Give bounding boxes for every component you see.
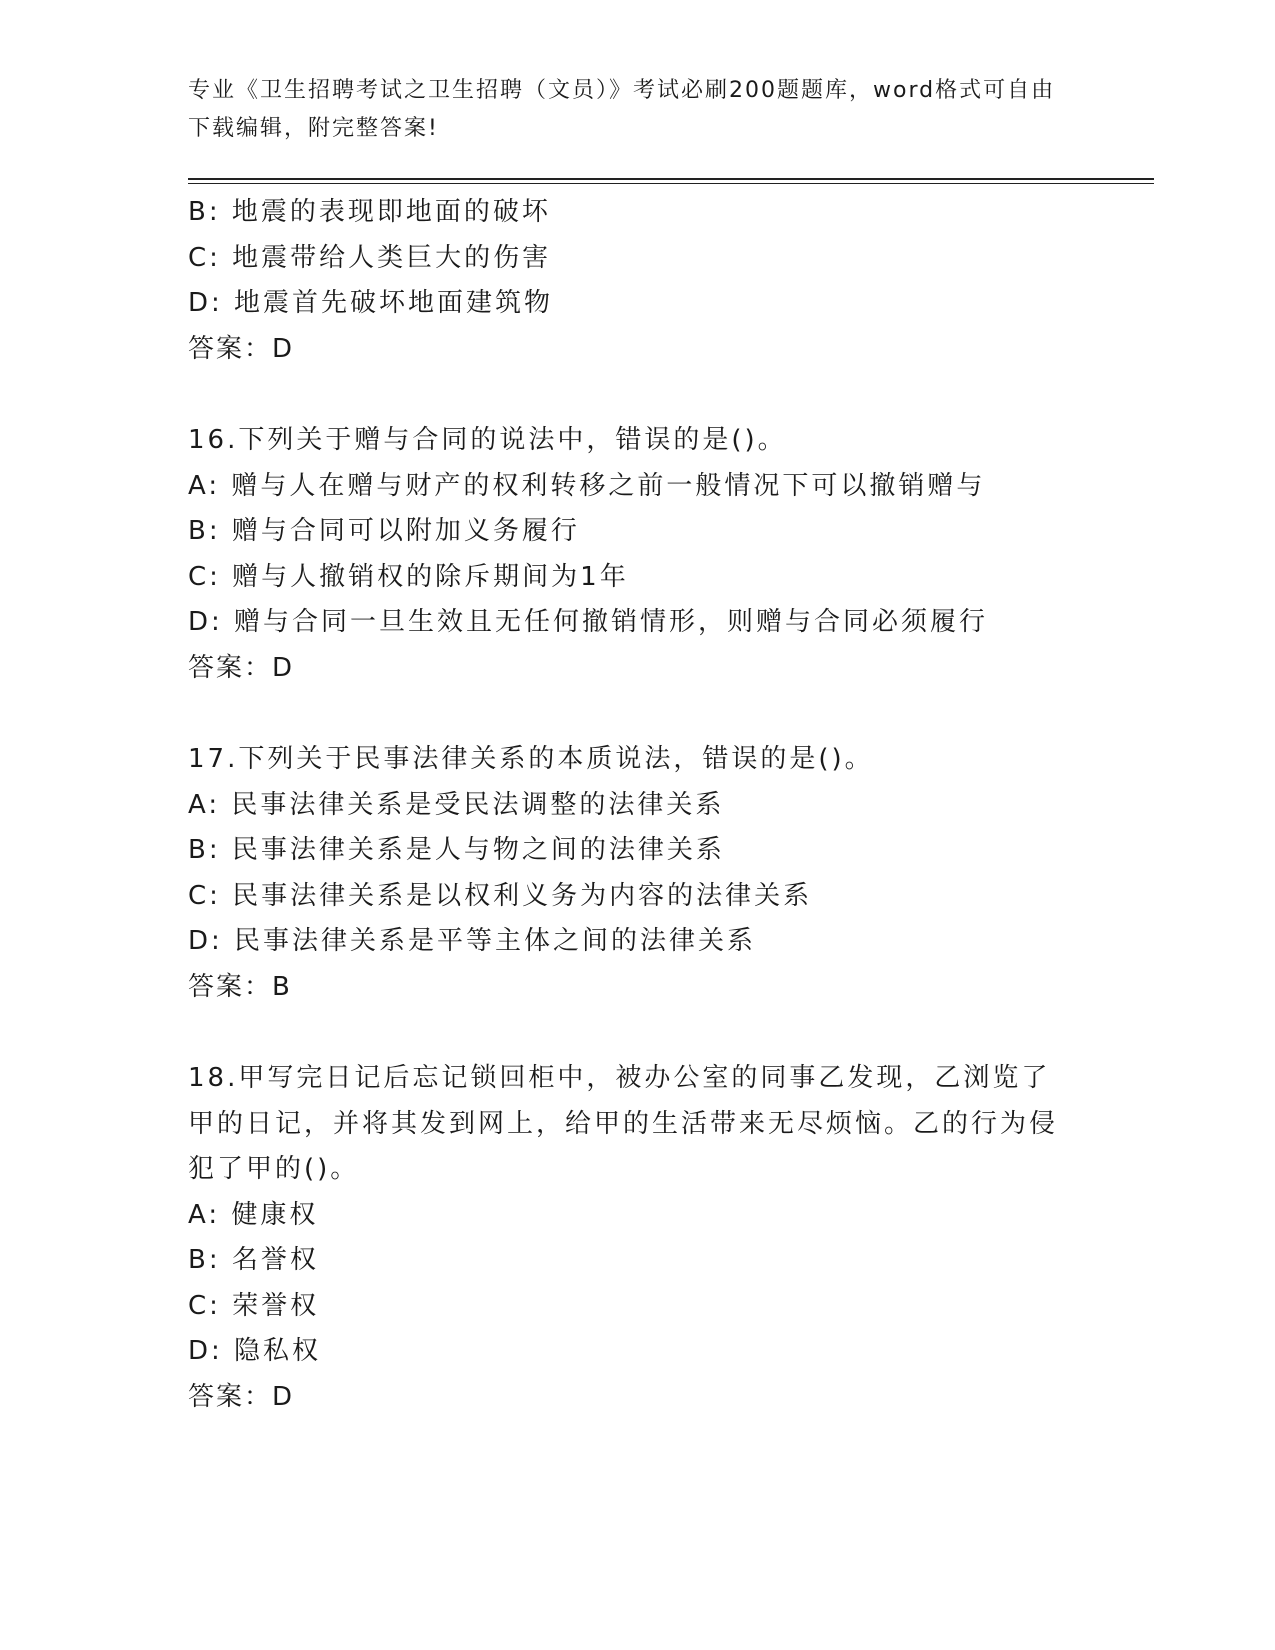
header-rule-thick	[188, 178, 1154, 180]
spacer	[188, 1010, 1108, 1056]
option-a: A: 赠与人在赠与财产的权利转移之前一般情况下可以撤销赠与	[188, 470, 986, 501]
answer: 答案：D	[188, 652, 295, 683]
question-17	[188, 737, 1108, 1010]
option-d: D: 赠与合同一旦生效且无任何撤销情形，则赠与合同必须履行	[188, 607, 989, 637]
option-b: B: 赠与合同可以附加义务履行	[188, 516, 580, 546]
option-a: A: 民事法律关系是受民法调整的法律关系	[188, 789, 725, 820]
answer: 答案：B	[188, 971, 292, 1002]
option-c: C: 民事法律关系是以权利义务为内容的法律关系	[188, 880, 813, 911]
option-b: B: 名誉权	[188, 1245, 319, 1275]
partial-question	[188, 190, 1108, 372]
question-text: 18.甲写完日记后忘记锁回柜中，被办公室的同事乙发现，乙浏览了甲的日记，并将其发到网上，给甲的生活带来无尽烦恼。乙的行为侵犯了甲的()。	[188, 1063, 1059, 1184]
option-d: D: 隐私权	[188, 1336, 322, 1366]
option-b: B: 民事法律关系是人与物之间的法律关系	[188, 835, 725, 865]
question-text: 16.下列关于赠与合同的说法中，错误的是()。	[188, 425, 787, 455]
answer: 答案：D	[188, 1381, 295, 1412]
question-text: 17.下列关于民事法律关系的本质说法，错误的是()。	[188, 744, 874, 774]
question-list	[188, 190, 1108, 1420]
question-16	[188, 418, 1108, 691]
option-d: D: 民事法律关系是平等主体之间的法律关系	[188, 926, 757, 956]
header-rule-thin	[188, 183, 1154, 184]
option-d: D: 地震首先破坏地面建筑物	[188, 288, 554, 318]
option-c: C: 荣誉权	[188, 1290, 320, 1321]
question-18	[188, 1056, 1108, 1420]
document-header: 专业《卫生招聘考试之卫生招聘（文员）》考试必刷200题题库，word格式可自由下载编辑，附完整答案!	[188, 78, 1056, 141]
spacer	[188, 691, 1108, 737]
answer: 答案：D	[188, 333, 295, 364]
option-a: A: 健康权	[188, 1199, 319, 1230]
spacer	[188, 372, 1108, 418]
option-c: C: 地震带给人类巨大的伤害	[188, 242, 552, 273]
option-c: C: 赠与人撤销权的除斥期间为1年	[188, 561, 629, 592]
option-b: B: 地震的表现即地面的破坏	[188, 197, 551, 227]
